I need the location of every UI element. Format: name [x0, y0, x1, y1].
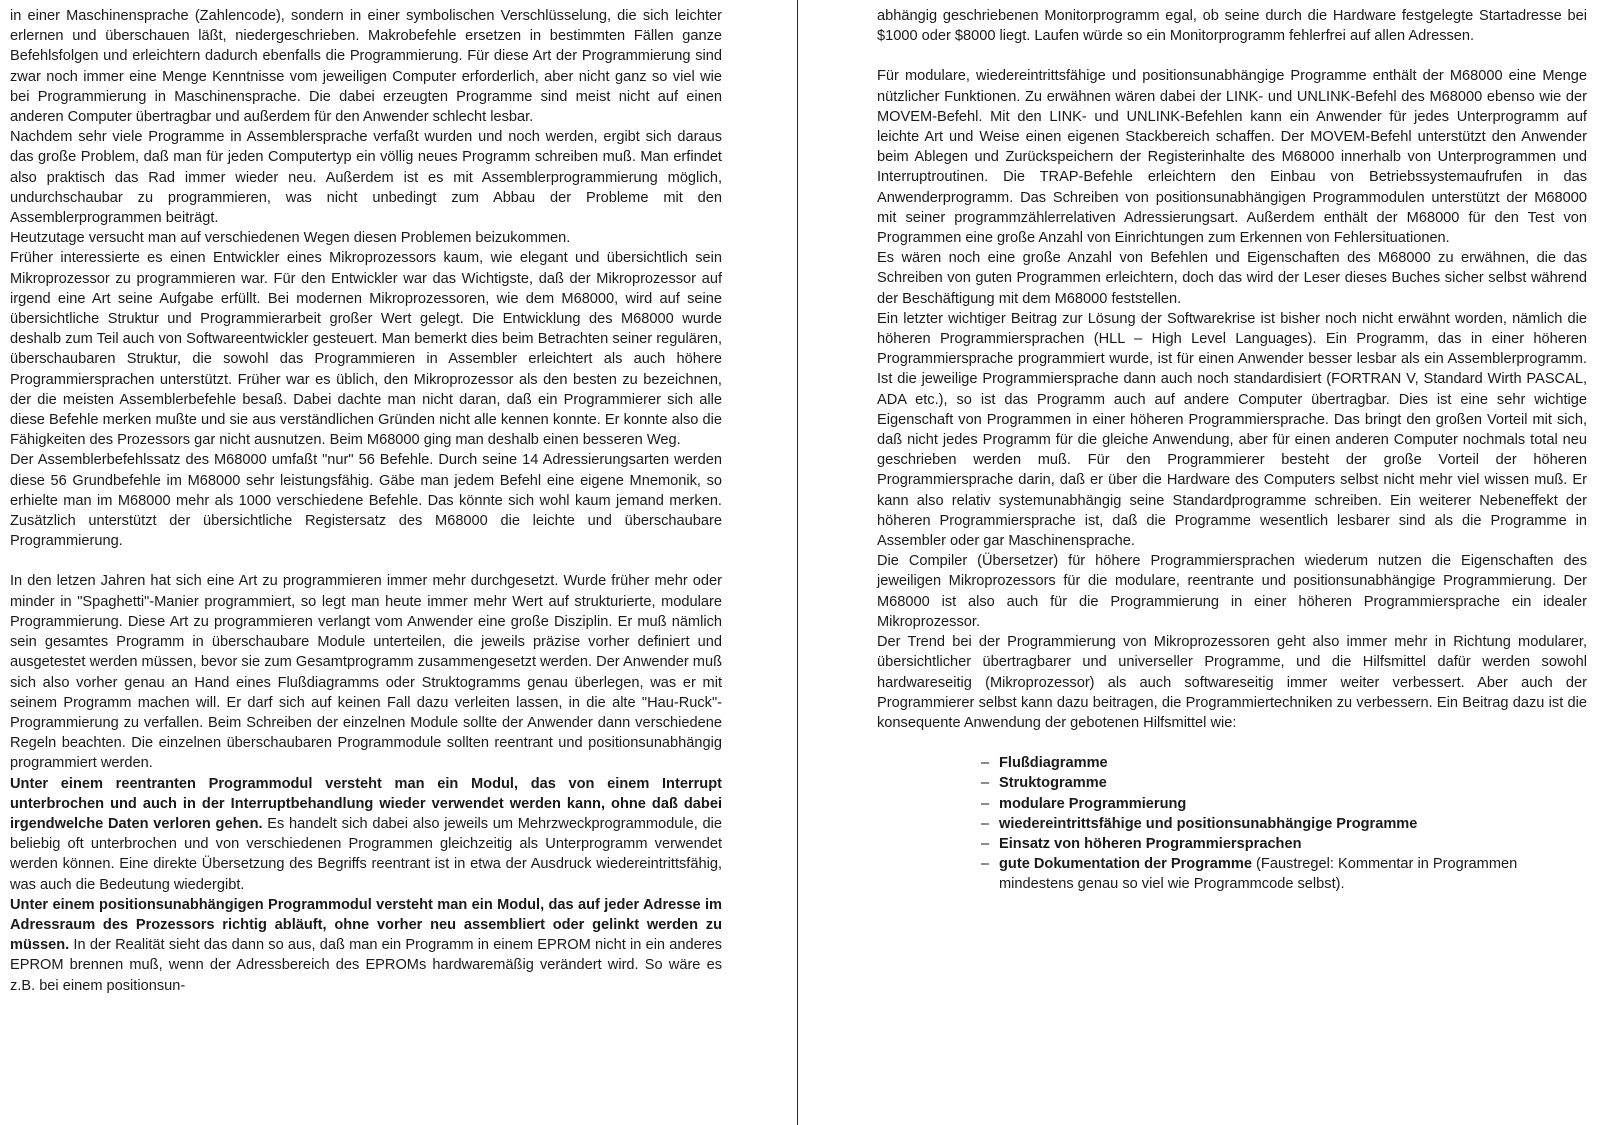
definition-term: Unter einem reentranten Programmodul versteht man ein Modul, das von einem Interrupt unterbrochen und auch in der Interruptbehandlung wieder verwendet werden kann, ohne daß dabei irgendwelche Daten verloren gehen. — [10, 775, 722, 832]
paragraph: Nachdem sehr viele Programme in Assemblersprache verfaßt wurden und noch werden, ergibt sich daraus das große Problem, daß man für jeden Computertyp ein völlig neues Programm schreiben muß. Man erfindet also praktisch das Rad immer wieder neu. Außerdem ist es mit Assemblerprogrammierung möglich, undurchschaubar zu programmieren, was nicht unbedingt zum Abbau der Probleme mit den Assemblerprogrammen beiträgt. — [10, 129, 722, 227]
paragraph: in einer Maschinensprache (Zahlencode), sondern in einer symbolischen Verschlüsselung, die sich leichter erlernen und überschauen läßt, niedergeschrieben. Makrobefehle ersetzen in bestimmten Fällen ganze Befehlsfolgen und erleichtern dadurch ebenfalls die Programmierung. Für diese Art der Programmierung sind zwar noch immer eine Menge Kenntnisse vom jeweiligen Computer erforderlich, aber nicht ganz so viel wie bei Programmierung in Maschinensprache. Die dabei erzeugten Programme sind meist nicht auf einen anderen Computer übertragbar und außerdem für den Anwender schlecht lesbar. — [10, 8, 722, 126]
list-item: – gute Dokumentation der Programme (Faustregel: Kommentar in Programmen mindestens genau so viel wie Programmcode selbst). — [981, 854, 1587, 894]
paragraph: In den letzen Jahren hat sich eine Art zu programmieren immer mehr durchgesetzt. Wurde früher mehr oder minder in "Spaghetti"-Manier programmiert, so legt man heute immer mehr Wert auf strukturierte, modulare Programmierung. Diese Art zu programmieren verlangt vom Anwender eine große Disziplin. Er muß nämlich sein gesamtes Programm in überschaubare Module unterteilen, die jeweils präzise vorher definiert und ausgetestet werden müssen, bevor sie zum Gesamtprogramm zusammengesetzt werden. Der Anwender muß sich also vorher genau an Hand eines Flußdiagramms oder Struktogramms genau überlegen, was er mit seinem Programm machen will. Er darf sich auf keinen Fall dazu verleiten lassen, in die alte "Hau-Ruck"-Programmierung zu verfallen. Beim Schreiben der einzelnen Module sollte der Anwender dann verschiedene Regeln beachten. Die einzelnen überschaubaren Programmodule sollten reentrant und positionsunabhängig programmiert werden. — [10, 573, 722, 772]
paragraph: Für modulare, wiedereintrittsfähige und positionsunabhängige Programme enthält der M68000 eine Menge nützlicher Funktionen. Zu erwähnen wären dabei der LINK- und UNLINK-Befehl des M68000 ebenso wie der MOVEM-Befehl. Mit den LINK- und UNLINK-Befehlen kann ein Anwender für jedes Unterprogramm auf leichte Art und Weise einen eigenen Stackbereich schaffen. Der MOVEM-Befehl unterstützt den Anwender beim Ablegen und Zurückspeichern der Registerinhalte des M68000 innerhalb von Unterprogrammen und Interruptroutinen. Die TRAP-Befehle erleichtern den Einbau von Betriebssystemaufrufen in das Anwenderprogramm. Das Schreiben von positionsunabhängigen Programmodulen unterstützt der M68000 mit seiner programmzählerrelativen Adressierungsart. Außerdem enthält der M68000 für den Test von Programmen eine große Anzahl von Einrichtungen zum Erkennen von Fehlersituationen. — [877, 68, 1587, 247]
right-page — [877, 6, 1587, 895]
definition-reentrant — [10, 774, 722, 895]
list-item: – Struktogramme — [981, 773, 1587, 793]
definition-position-independent — [10, 895, 722, 996]
aids-list — [877, 753, 1587, 894]
paragraph: Früher interessierte es einen Entwickler eines Mikroprozessors kaum, wie elegant und übersichtlich sein Mikroprozessor zu programmieren war. Für den Entwickler war das Wichtigste, daß der Mikroprozessor auf irgend eine Art seine Aufgabe erfüllt. Bei modernen Mikroprozessoren, wie dem M68000, wird auf seine übersichtliche Struktur und Programmierarbeit großer Wert gelegt. Die Entwicklung des M68000 wurde deshalb zum Teil auch von Softwareentwickler gesteuert. Man bemerkt dies beim Betrachten seiner regulären, überschaubaren Struktur, die sowohl das Programmieren in Assembler erleichtert als auch höhere Programmiersprachen unterstützt. Früher war es üblich, den Mikroprozessor als den besten zu bezeichnen, der die meisten Assemblerbefehle besaß. Dabei dachte man nicht daran, daß ein Programmierer sich alle diese Befehle merken mußte und sie aus verständlichen Gründen nicht alle kennen konnte. Er konnte also die Fähigkeiten des Prozessors gar nicht ausnutzen. Beim M68000 ging man deshalb einen besseren Weg. — [10, 250, 722, 449]
paragraph: Es wären noch eine große Anzahl von Befehlen und Eigenschaften des M68000 zu erwähnen, die das Schreiben von guten Programmen erleichtern, doch das wird der Leser dieses Buches sicher selbst während der Beschäftigung mit dem M68000 feststellen. — [877, 250, 1587, 307]
paragraph: Die Compiler (Übersetzer) für höhere Programmiersprachen wiederum nutzen die Eigenschaften des jeweiligen Mikroprozessors für die modulare, reentrante und positionsunabhängige Programmierung. Der M68000 ist also auch für die Programmierung in einer höheren Programmiersprache ein idealer Mikroprozessor. — [877, 553, 1587, 630]
left-page — [10, 6, 722, 996]
paragraph: Der Assemblerbefehlssatz des M68000 umfaßt "nur" 56 Befehle. Durch seine 14 Adressierungsarten werden diese 56 Grundbefehle im M68000 sehr leistungsfähig. Gäbe man jedem Befehl eine eigene Mnemonik, so erhielte man im M68000 mehr als 1000 verschiedene Befehle. Das könnte sich wohl kaum jemand merken. Zusätzlich unterstützt der übersichtliche Registersatz des M68000 die leichte und überschaubare Programmierung. — [10, 452, 722, 550]
definition-text: Es handelt sich dabei also jeweils um Mehrzweckprogrammodule, die beliebig oft unterbrochen und von verschiedenen Programmen gleichzeitig als Unterprogramm verwendet werden können. Eine direkte Übersetzung des Begriffs reentrant ist in etwa der Ausdruck wiedereintrittsfähig, was auch die Bedeutung wiedergibt. — [10, 815, 722, 893]
definition-term: Unter einem positionsunabhängigen Programmodul versteht man ein Modul, das auf jeder Adresse im Adressraum des Prozessors richtig abläuft, ohne vorher neu assembliert oder gelinkt werden zu müssen. — [10, 896, 722, 954]
page-gutter-line — [797, 0, 798, 1125]
paragraph: abhängig geschriebenen Monitorprogramm egal, ob seine durch die Hardware festgelegte Startadresse bei $1000 oder $8000 liegt. Laufen würde so ein Monitorprogramm fehlerfrei auf allen Adressen. — [877, 8, 1587, 45]
paragraph: Heutzutage versucht man auf verschiedenen Wegen diesen Problemen beizukommen. — [10, 230, 571, 247]
list-item: – wiedereintrittsfähige und positionsunabhängige Programme — [981, 814, 1587, 834]
list-item: – Einsatz von höheren Programmiersprachen — [981, 834, 1587, 854]
definition-text: In der Realität sieht das dann so aus, daß man ein Programm in einem EPROM nicht in ein anderes EPROM brennen muß, wenn der Adressbereich des EPROMs hardwaremäßig verändert wird. So wäre es z.B. bei einem positionsun- — [10, 937, 722, 994]
list-item: – Flußdiagramme — [981, 753, 1587, 773]
list-item: – modulare Programmierung — [981, 794, 1587, 814]
paragraph: Ein letzter wichtiger Beitrag zur Lösung der Softwarekrise ist bisher noch nicht erwähnt worden, nämlich die höheren Programmiersprachen (HLL – High Level Languages). Ein Programm, das in einer höheren Programmiersprache programmiert wurde, ist für einen Anwender besser lesbar als ein Assemblerprogramm. Ist die jeweilige Programmiersprache dann auch noch standardisiert (FORTRAN V, Standard Wirth PASCAL, ADA etc.), so ist das Programm auch auf andere Computer übertragbar. Dies ist eine sehr wichtige Eigenschaft von Programmen in einer höheren Programmiersprache. Das bringt den großen Vorteil mit sich, daß nicht jedes Programm für die gleiche Anwendung, aber für einen anderen Computer nochmals total neu geschrieben werden muß. Für den Programmierer besteht der große Vorteil der höheren Programmiersprache darin, daß er über die Hardware des Computers selbst nicht mehr viel wissen muß. Er kann also relativ systemunabhängig seine Standardprogramme schreiben. Ein weiterer Nebeneffekt der höheren Programmiersprache ist, daß die Programme wesentlich lesbarer sind als die Programme in Assembler oder gar Maschinensprache. — [877, 310, 1587, 550]
paragraph: Der Trend bei der Programmierung von Mikroprozessoren geht also immer mehr in Richtung modularer, übersichtlicher übertragbarer und universeller Programme, und die Hilfsmittel dafür werden sowohl hardwareseitig (Mikroprozessor) als auch softwareseitig immer weiter verbessert. Aber auch der Programmierer selbst kann dazu beitragen, die Programmiertechniken zu verbessern. Ein Beitrag dazu ist die konsequente Anwendung der gebotenen Hilfsmittel wie: — [877, 634, 1587, 731]
